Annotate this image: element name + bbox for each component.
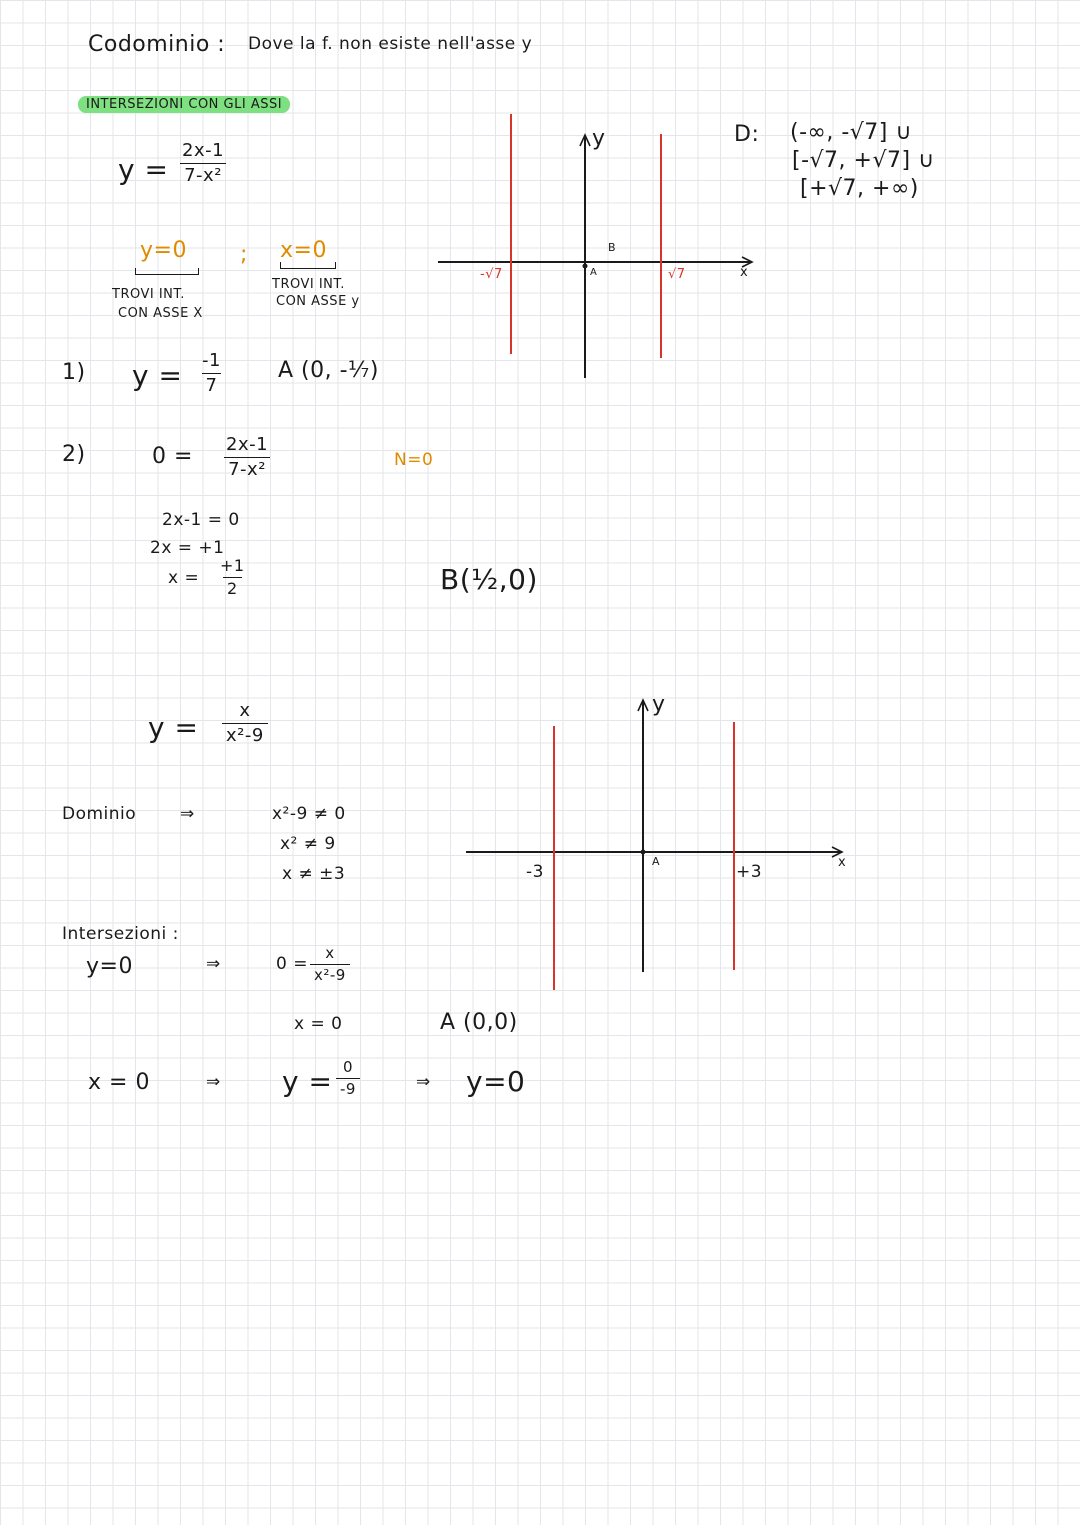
- f1-y-eq: y =: [118, 153, 169, 186]
- graph2-y-label: y: [652, 692, 666, 717]
- f2-y-den: -9: [336, 1078, 360, 1097]
- f1-y0-note1: TROVI INT.: [112, 287, 185, 302]
- graph2-point-a: [641, 850, 646, 855]
- f2-y0: y=0: [86, 954, 133, 979]
- graph2-x-label: x: [838, 855, 847, 870]
- graph1-pos-label: √7: [668, 267, 686, 282]
- f1-eq3-num: +1: [220, 556, 245, 575]
- f1-step2-number: 2): [62, 442, 86, 467]
- f2-int-num: x: [325, 944, 335, 962]
- f2-numerator: x: [239, 700, 251, 721]
- domain-line2: [-√7, +√7] ∪: [792, 148, 935, 173]
- f1-eq2: 2x = +1: [150, 538, 225, 558]
- f2-dom1: x²-9 ≠ 0: [272, 804, 346, 824]
- f1-step2-num: 2x-1: [226, 434, 269, 455]
- f1-x0: x=0: [280, 238, 327, 263]
- f1-eq3-lhs: x =: [168, 568, 200, 588]
- graph1-a-label: A: [590, 267, 598, 278]
- f2-dom3: x ≠ ±3: [282, 864, 346, 884]
- f1-step1-lhs: y =: [132, 359, 183, 392]
- graph2-a-label: A: [652, 855, 661, 868]
- graph1-neg-label: -√7: [480, 267, 503, 282]
- codominio-text: Dove la f. non esiste nell'asse y: [248, 34, 533, 54]
- section-title: INTERSEZIONI CON GLI ASSI: [78, 96, 290, 113]
- f2-arrow4: ⇒: [416, 1072, 431, 1092]
- graph1-x-label: x: [740, 265, 749, 280]
- f1-step1-den: 7: [202, 373, 222, 395]
- domain-line1: (-∞, -√7] ∪: [790, 120, 912, 145]
- f2-y-lhs: y =: [282, 1065, 333, 1098]
- f1-y0-note2: CON ASSE X: [118, 306, 203, 321]
- domain-label: D:: [734, 122, 760, 147]
- f2-x0: x = 0: [88, 1070, 150, 1095]
- f1-x0-note1: TROVI INT.: [272, 277, 345, 292]
- f1-step2-den: 7-x²: [224, 457, 270, 479]
- f2-y-eq: y =: [148, 711, 199, 744]
- f1-step1-num: -1: [202, 350, 221, 371]
- f2-arrow3: ⇒: [206, 1072, 221, 1092]
- f2-intersezioni-label: Intersezioni :: [62, 924, 179, 944]
- f1-eq3-den: 2: [223, 577, 242, 597]
- f2-y-num: 0: [342, 1058, 353, 1076]
- f1-x0-note2: CON ASSE y: [276, 294, 360, 309]
- f2-int-den: x²-9: [310, 964, 350, 983]
- f2-arrow2: ⇒: [206, 954, 221, 974]
- f2-x-res: x = 0: [294, 1014, 343, 1034]
- domain-line3: [+√7, +∞): [800, 176, 919, 201]
- f1-numerator: 2x-1: [182, 140, 225, 161]
- f1-semicolon: ;: [240, 242, 248, 267]
- f1-point-a: A (0, -⅐): [278, 358, 379, 383]
- f1-step1-number: 1): [62, 360, 86, 385]
- f1-point-b: B(½,0): [440, 563, 538, 596]
- codominio-label: Codominio :: [88, 32, 226, 57]
- f2-y-res: y=0: [466, 1065, 526, 1098]
- f2-dom2: x² ≠ 9: [280, 834, 336, 854]
- graph1-b-label: B: [608, 241, 617, 254]
- f1-y0: y=0: [140, 238, 187, 263]
- f2-dominio-arrow: ⇒: [180, 804, 195, 824]
- f2-dominio-label: Dominio: [62, 804, 137, 824]
- graph2-pos-label: +3: [736, 862, 763, 882]
- f2-point-a: A (0,0): [440, 1010, 518, 1035]
- f1-step2-lhs: 0 =: [152, 444, 193, 469]
- f2-denominator: x²-9: [222, 723, 268, 745]
- f1-n-eq: N=0: [394, 450, 434, 470]
- graph1-y-label: y: [592, 126, 606, 151]
- graph2-neg-label: -3: [526, 862, 544, 882]
- f1-eq1: 2x-1 = 0: [162, 510, 240, 530]
- f1-denominator: 7-x²: [180, 163, 226, 185]
- f2-int-lhs: 0 =: [276, 954, 308, 974]
